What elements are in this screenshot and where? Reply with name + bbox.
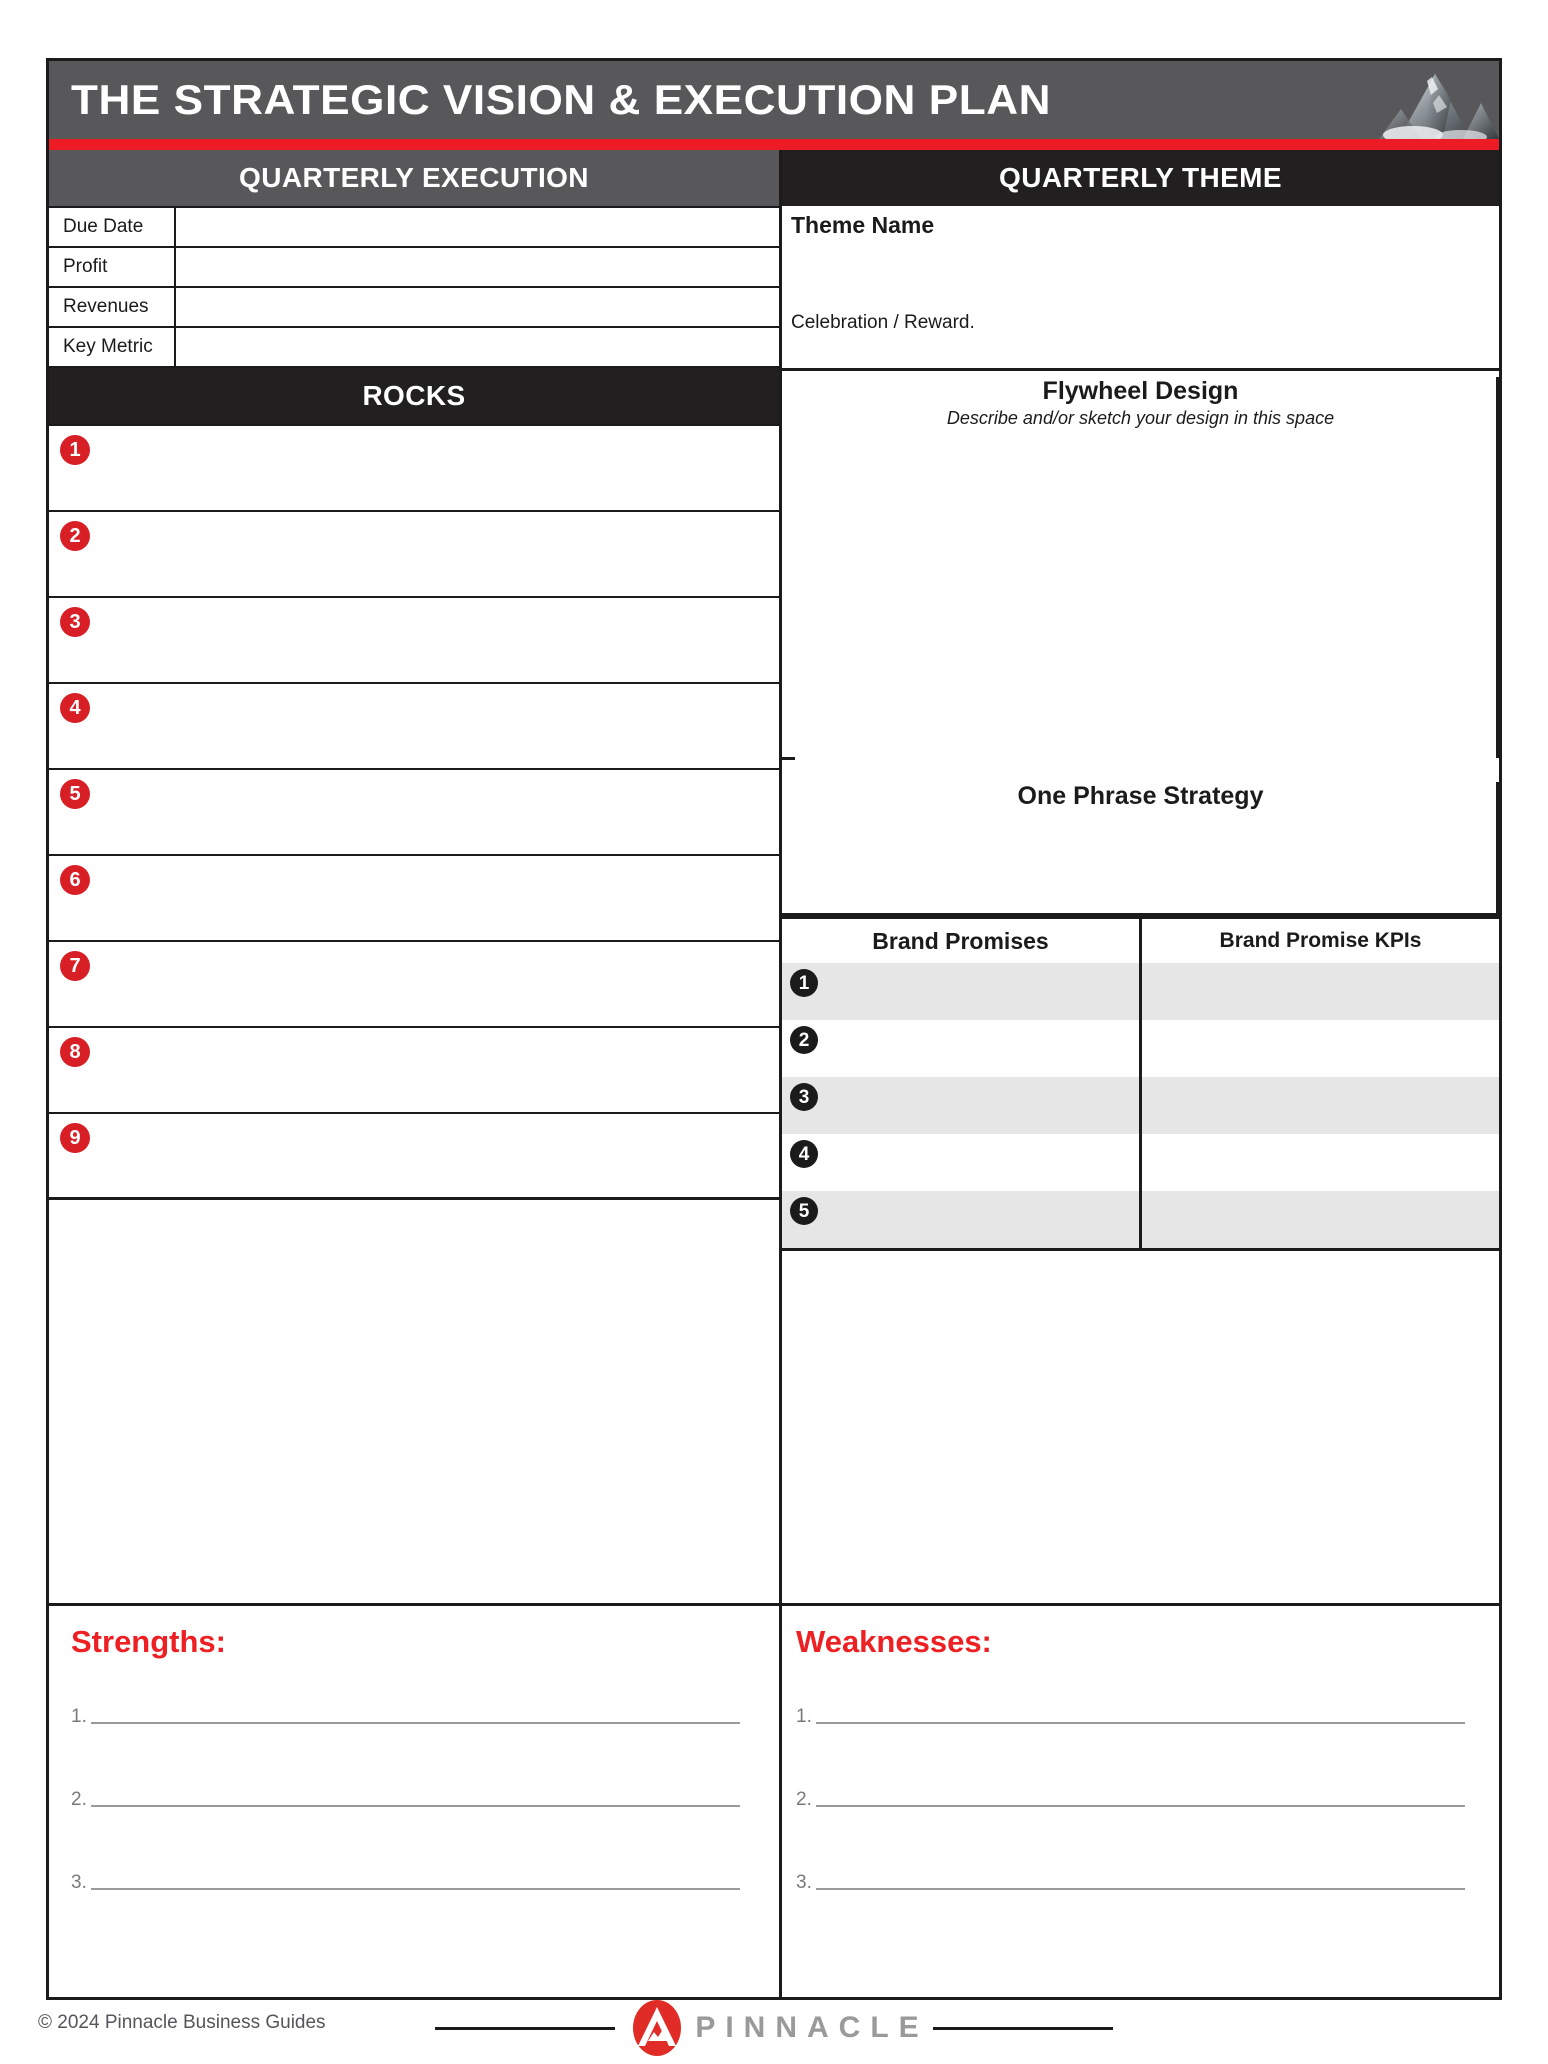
rock-number-badge: 4 bbox=[60, 693, 90, 723]
quarterly-execution-table bbox=[49, 206, 779, 368]
brand-rule-left bbox=[435, 2027, 615, 2030]
rock-number-badge: 5 bbox=[60, 779, 90, 809]
metric-label-profit: Profit bbox=[49, 247, 175, 287]
rock-number-badge: 6 bbox=[60, 865, 90, 895]
write-in-rule[interactable] bbox=[816, 1887, 1465, 1890]
brand-promise-cell[interactable] bbox=[782, 1134, 1141, 1191]
list-item[interactable] bbox=[49, 942, 779, 1028]
quarterly-execution-heading: QUARTERLY EXECUTION bbox=[49, 150, 779, 206]
strengths-heading: Strengths: bbox=[71, 1624, 226, 1659]
quarterly-theme-heading: QUARTERLY THEME bbox=[782, 150, 1499, 206]
list-item[interactable] bbox=[49, 1114, 779, 1200]
list-item[interactable] bbox=[49, 426, 779, 512]
weaknesses-line-3[interactable] bbox=[796, 1872, 1465, 1894]
celebration-reward-label: Celebration / Reward. bbox=[791, 312, 975, 333]
section-tick-mark bbox=[779, 757, 795, 760]
brand-promise-kpi-cell[interactable] bbox=[1141, 1077, 1500, 1134]
metric-label-key-metric: Key Metric bbox=[49, 327, 175, 367]
title-accent-rule bbox=[49, 139, 1499, 150]
strengths-column bbox=[49, 1606, 774, 1997]
strengths-line-3[interactable] bbox=[71, 1872, 740, 1894]
table-header-row bbox=[782, 919, 1499, 963]
copyright-text: © 2024 Pinnacle Business Guides bbox=[38, 2012, 326, 2033]
metric-value-revenues[interactable] bbox=[175, 287, 779, 327]
rocks-heading: ROCKS bbox=[49, 368, 779, 424]
table-row bbox=[782, 1020, 1499, 1077]
quarterly-theme-body[interactable] bbox=[782, 206, 1499, 371]
line-number: 1. bbox=[71, 1706, 87, 1727]
rock-number-badge: 2 bbox=[60, 521, 90, 551]
flywheel-design-area[interactable] bbox=[782, 377, 1499, 758]
weaknesses-column bbox=[774, 1606, 1499, 1997]
one-phrase-strategy-area[interactable] bbox=[782, 782, 1499, 916]
list-item[interactable] bbox=[49, 512, 779, 598]
list-item[interactable] bbox=[49, 770, 779, 856]
brand-promise-cell[interactable] bbox=[782, 1020, 1141, 1077]
brand-promise-cell[interactable] bbox=[782, 1077, 1141, 1134]
table-row bbox=[49, 287, 779, 327]
metric-label-revenues: Revenues bbox=[49, 287, 175, 327]
table-row bbox=[49, 207, 779, 247]
write-in-rule[interactable] bbox=[816, 1721, 1465, 1724]
brand-promises-section bbox=[782, 916, 1499, 1251]
brand-promise-kpi-cell[interactable] bbox=[1141, 1134, 1500, 1191]
metric-value-due-date[interactable] bbox=[175, 207, 779, 247]
weaknesses-line-2[interactable] bbox=[796, 1789, 1465, 1811]
theme-name-label: Theme Name bbox=[791, 212, 935, 238]
line-number: 3. bbox=[71, 1872, 87, 1893]
line-number: 2. bbox=[796, 1789, 812, 1810]
one-phrase-right-rule bbox=[1496, 782, 1499, 913]
strengths-line-1[interactable] bbox=[71, 1706, 740, 1728]
brand-promise-kpi-cell[interactable] bbox=[1141, 963, 1500, 1020]
table-row bbox=[782, 1134, 1499, 1191]
brand-promise-cell[interactable] bbox=[782, 1191, 1141, 1248]
write-in-rule[interactable] bbox=[91, 1804, 740, 1807]
brand-wordmark: PINNACLE bbox=[695, 2011, 929, 2044]
brand-promises-table bbox=[782, 919, 1499, 1248]
table-row bbox=[49, 327, 779, 367]
metric-value-key-metric[interactable] bbox=[175, 327, 779, 367]
list-item[interactable] bbox=[49, 598, 779, 684]
swot-section bbox=[49, 1603, 1499, 1997]
write-in-rule[interactable] bbox=[91, 1721, 740, 1724]
brand-promise-number-badge: 3 bbox=[790, 1083, 818, 1111]
table-row bbox=[782, 1077, 1499, 1134]
brand-promise-number-badge: 5 bbox=[790, 1197, 818, 1225]
column-header-brand-promises: Brand Promises bbox=[782, 919, 1141, 963]
table-row bbox=[49, 247, 779, 287]
table-row bbox=[782, 963, 1499, 1020]
write-in-rule[interactable] bbox=[91, 1887, 740, 1890]
brand-rule-right bbox=[933, 2027, 1113, 2030]
metric-value-profit[interactable] bbox=[175, 247, 779, 287]
line-number: 2. bbox=[71, 1789, 87, 1810]
brand-promise-number-badge: 4 bbox=[790, 1140, 818, 1168]
weaknesses-heading: Weaknesses: bbox=[796, 1624, 992, 1659]
flywheel-design-subtitle: Describe and/or sketch your design in this space bbox=[946, 408, 1335, 428]
strengths-line-2[interactable] bbox=[71, 1789, 740, 1811]
line-number: 1. bbox=[796, 1706, 812, 1727]
table-row bbox=[782, 1191, 1499, 1248]
page-title: THE STRATEGIC VISION & EXECUTION PLAN bbox=[71, 76, 1051, 123]
brand-promise-kpi-cell[interactable] bbox=[1141, 1191, 1500, 1248]
write-in-rule[interactable] bbox=[816, 1804, 1465, 1807]
rock-number-badge: 7 bbox=[60, 951, 90, 981]
list-item[interactable] bbox=[49, 856, 779, 942]
page-footer bbox=[0, 2000, 1548, 2064]
flywheel-right-rule bbox=[1496, 377, 1499, 758]
brand-promise-number-badge: 1 bbox=[790, 969, 818, 997]
metric-label-due-date: Due Date bbox=[49, 207, 175, 247]
one-phrase-strategy-title: One Phrase Strategy bbox=[1017, 782, 1264, 810]
weaknesses-line-1[interactable] bbox=[796, 1706, 1465, 1728]
rock-number-badge: 9 bbox=[60, 1123, 90, 1153]
rock-number-badge: 3 bbox=[60, 607, 90, 637]
worksheet-sheet bbox=[46, 58, 1502, 2000]
column-header-brand-promise-kpis: Brand Promise KPIs bbox=[1141, 919, 1500, 963]
list-item[interactable] bbox=[49, 1028, 779, 1114]
line-number: 3. bbox=[796, 1872, 812, 1893]
rock-number-badge: 1 bbox=[60, 435, 90, 465]
mountain-photo-icon bbox=[1339, 61, 1499, 139]
pinnacle-mountain-logo-icon bbox=[631, 1999, 683, 2057]
list-item[interactable] bbox=[49, 684, 779, 770]
flywheel-design-title: Flywheel Design bbox=[1042, 377, 1239, 405]
rock-number-badge: 8 bbox=[60, 1037, 90, 1067]
brand-promise-cell[interactable] bbox=[782, 963, 1141, 1020]
rocks-list bbox=[49, 424, 779, 1200]
brand-promise-kpi-cell[interactable] bbox=[1141, 1020, 1500, 1077]
document-title-bar bbox=[49, 61, 1499, 139]
brand-promise-number-badge: 2 bbox=[790, 1026, 818, 1054]
